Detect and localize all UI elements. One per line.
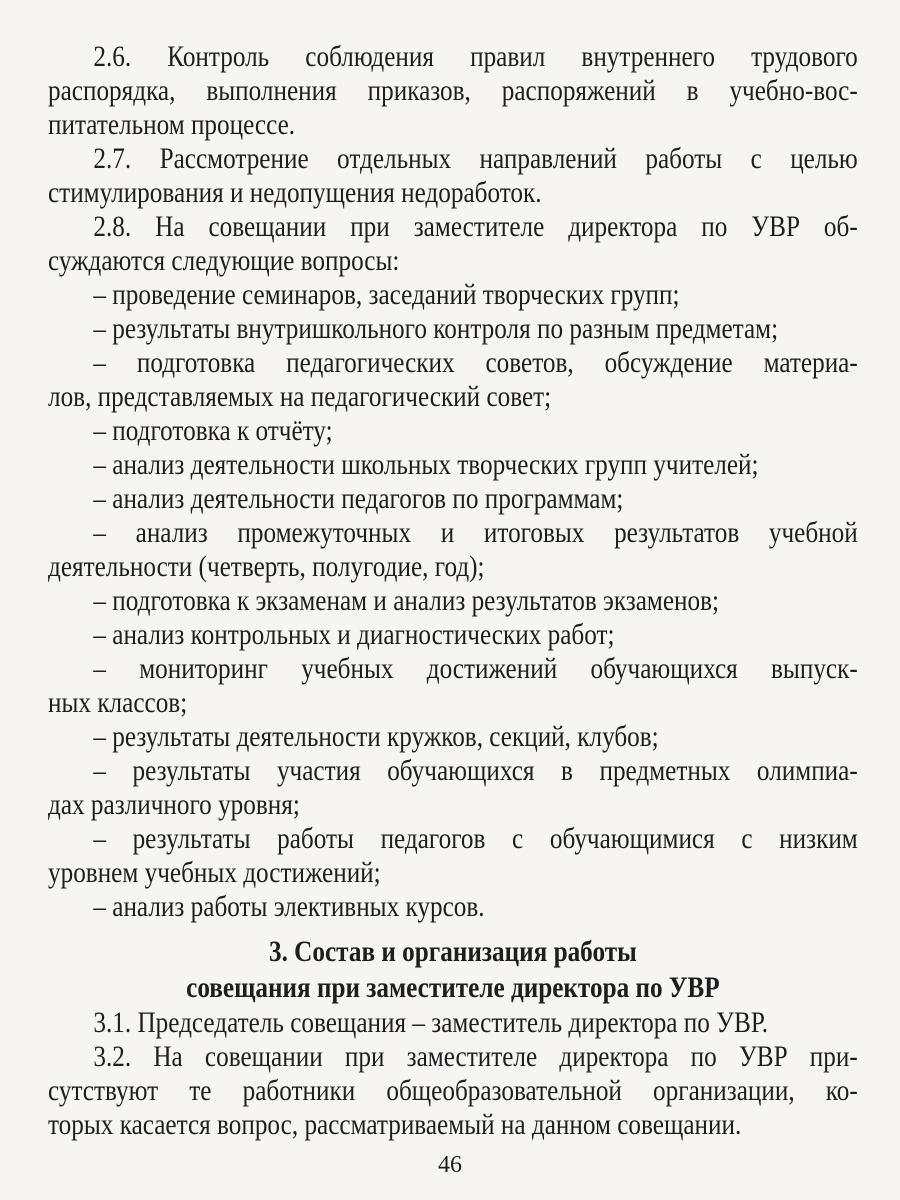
paragraph: [48, 1006, 858, 1040]
text-line: сутствуют те работники общеобразовательной организации, ко-: [48, 1074, 858, 1107]
text-line: – мониторинг учебных достижений обучающихся выпуск-: [93, 652, 858, 685]
text-line: деятельности (четверть, полугодие, год);: [48, 550, 485, 583]
list-item: [48, 618, 858, 652]
text-line: – результаты деятельности кружков, секций, клубов;: [93, 720, 659, 753]
text-line: – подготовка к экзаменам и анализ результатов экзаменов;: [93, 584, 720, 617]
list-item: [48, 346, 858, 414]
text-line: – анализ промежуточных и итоговых результатов учебной: [93, 516, 858, 549]
list-item: [48, 754, 858, 822]
text-line: распорядка, выполнения приказов, распоряжений в учебно-вос-: [48, 74, 858, 107]
text-line: дах различного уровня;: [48, 788, 300, 821]
text-line: 3.2. На совещании при заместителе директора по УВР при-: [93, 1040, 858, 1073]
list-item: [48, 822, 858, 890]
text-line: ных классов;: [48, 686, 188, 719]
text-line: суждаются следующие вопросы:: [48, 244, 400, 277]
text-line: питательном процессе.: [48, 108, 296, 141]
text-line: – результаты внутришкольного контроля по разным предметам;: [93, 312, 779, 345]
text-line: – результаты работы педагогов с обучающимися с низким: [93, 822, 858, 855]
text-line: 3.1. Председатель совещания – заместитель директора по УВР.: [93, 1006, 768, 1039]
document-body: [48, 40, 858, 1142]
paragraph: [48, 142, 858, 210]
text-line: – анализ деятельности школьных творческих групп учителей;: [93, 448, 759, 481]
text-line: – результаты участия обучающихся в предметных олимпиа-: [93, 754, 858, 787]
text-line: совещания при заместителе директора по УВР: [186, 971, 720, 1004]
list-item: [48, 414, 858, 448]
text-line: – подготовка к отчёту;: [93, 414, 333, 447]
text-line: – анализ деятельности педагогов по программам;: [93, 482, 624, 515]
list-item: [48, 312, 858, 346]
text-line: торых касается вопрос, рассматриваемый на данном совещании.: [48, 1108, 742, 1141]
list-item: [48, 720, 858, 754]
text-line: стимулирования и недопущения недоработок.: [48, 176, 542, 209]
text-line: 3. Состав и организация работы: [268, 935, 637, 968]
section-heading: [48, 934, 858, 1006]
list-item: [48, 652, 858, 720]
list-item: [48, 516, 858, 584]
paragraph: [48, 40, 858, 142]
list-item: [48, 584, 858, 618]
paragraph: [48, 210, 858, 278]
list-item: [48, 890, 858, 924]
text-line: уровнем учебных достижений;: [48, 856, 381, 889]
text-line: 2.6. Контроль соблюдения правил внутреннего трудового: [93, 40, 858, 73]
text-line: 2.7. Рассмотрение отдельных направлений работы с целью: [93, 142, 858, 175]
list-item: [48, 482, 858, 516]
page-number: 46: [438, 1152, 462, 1178]
list-item: [48, 448, 858, 482]
text-line: – анализ контрольных и диагностических работ;: [93, 618, 615, 651]
text-line: 2.8. На совещании при заместителе директора по УВР об-: [93, 210, 858, 243]
paragraph: [48, 1040, 858, 1142]
text-line: лов, представляемых на педагогический совет;: [48, 380, 552, 413]
text-line: – подготовка педагогических советов, обсуждение материа-: [93, 346, 858, 379]
text-line: – анализ работы элективных курсов.: [93, 890, 485, 923]
list-item: [48, 278, 858, 312]
text-line: – проведение семинаров, заседаний творческих групп;: [93, 278, 680, 311]
